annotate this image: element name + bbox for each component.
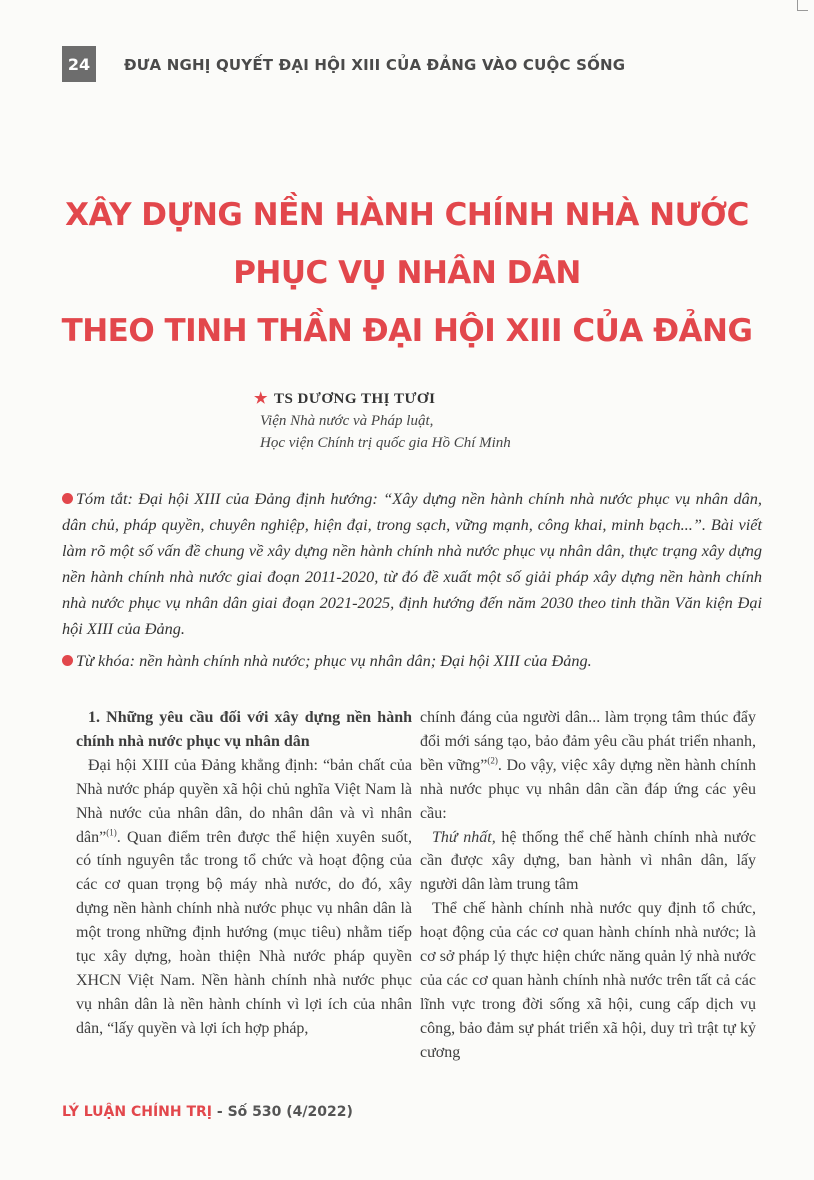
body-paragraph: [76, 754, 412, 1041]
body-paragraph: [420, 826, 756, 898]
emphasis-label: Thứ nhất,: [432, 828, 496, 846]
title-line-3: THEO TINH THẦN ĐẠI HỘI XIII CỦA ĐẢNG: [61, 313, 753, 349]
title-line-1: XÂY DỰNG NỀN HÀNH CHÍNH NHÀ NƯỚC: [65, 197, 749, 233]
abstract-paragraph: [62, 486, 762, 642]
title-line-2: PHỤC VỤ NHÂN DÂN: [233, 255, 581, 291]
footnote-ref: (1): [106, 827, 117, 838]
body-text: Đại hội XIII của Đảng khẳng định: “bản chất của Nhà nước pháp quyền xã hội chủ nghĩa Việt Nam là Nhà nước của nhân dân, do nhân dân và vì nhân dân”: [76, 756, 412, 846]
journal-name: LÝ LUẬN CHÍNH TRỊ: [62, 1104, 213, 1120]
author-name-line: [254, 388, 754, 410]
body-column-left: [76, 706, 412, 1041]
bullet-dot-icon: [62, 655, 73, 666]
running-head: ĐƯA NGHỊ QUYẾT ĐẠI HỘI XIII CỦA ĐẢNG VÀO CUỘC SỐNG: [124, 56, 626, 74]
section-heading: 1. Những yêu cầu đối với xây dựng nền hành chính nhà nước phục vụ nhân dân: [76, 709, 412, 750]
abstract-label: Tóm tắt:: [76, 489, 133, 508]
issue-number: - Số 530 (4/2022): [212, 1104, 353, 1120]
author-name: TS DƯƠNG THỊ TƯƠI: [273, 391, 436, 407]
keywords-text: nền hành chính nhà nước; phục vụ nhân dân; Đại hội XIII của Đảng.: [139, 651, 592, 670]
body-text: hệ thống thể chế hành chính nhà nước cần được xây dựng, ban hành vì nhân dân, lấy người dân làm trung tâm: [420, 828, 756, 894]
page-number: 24: [62, 46, 96, 82]
body-text: . Quan điểm trên được thể hiện xuyên suốt, có tính nguyên tắc trong tổ chức và hoạt động của các cơ quan trọng bộ máy nhà nước, do đó, xây dựng nền hành chính nhà nước phục vụ nhân dân là một trong những định hướng (mục tiêu) nhằm tiếp tục xây dựng, hoàn thiện Nhà nước pháp quyền XHCN Việt Nam. Nền hành chính nhà nước phục vụ nhân dân là nền hành chính vì lợi ích của nhân dân, “lấy quyền và lợi ích hợp pháp,: [76, 828, 412, 1037]
keywords-label: Từ khóa:: [76, 651, 136, 670]
abstract: [62, 486, 762, 680]
body-paragraph: Thể chế hành chính nhà nước quy định tổ chức, hoạt động của các cơ quan hành chính nhà nước; là cơ sở pháp lý thực hiện chức năng quản lý nhà nước của các cơ quan hành chính nhà nước trên tất cả các lĩnh vực trong đời sống xã hội, cung cấp dịch vụ công, bảo đảm sự phát triển xã hội, duy trì trật tự kỷ cương: [420, 900, 756, 1061]
keywords-paragraph: [62, 648, 762, 674]
author-block: [254, 388, 754, 454]
footnote-ref: (2): [487, 755, 498, 766]
star-icon: ★: [254, 391, 268, 407]
abstract-text: Đại hội XIII của Đảng định hướng: “Xây dựng nền hành chính nhà nước phục vụ nhân dân, dân chủ, pháp quyền, chuyên nghiệp, hiện đại, trong sạch, vững mạnh, công khai, minh bạch...”. Bài viết làm rõ một số vấn đề chung về xây dựng nền hành chính nhà nước phục vụ nhân dân, thực trạng xây dựng nền hành chính nhà nước giai đoạn 2011-2020, từ đó đề xuất một số giải pháp xây dựng nền hành chính nhà nước phục vụ nhân dân giai đoạn 2021-2025, định hướng đến năm 2030 theo tinh thần Văn kiện Đại hội XIII của Đảng.: [62, 489, 762, 638]
author-affiliation-1: Viện Nhà nước và Pháp luật,: [260, 413, 434, 429]
author-affiliation-2: Học viện Chính trị quốc gia Hồ Chí Minh: [260, 435, 511, 451]
crop-mark: [797, 0, 808, 11]
bullet-dot-icon: [62, 493, 73, 504]
body-column-right: [420, 706, 756, 1065]
body-paragraph: [420, 706, 756, 826]
article-title: [40, 186, 774, 360]
body-text: chính đáng của người dân... làm trọng tâm thúc đẩy đổi mới sáng tạo, bảo đảm yêu cầu phát triển nhanh, bền vững”: [420, 709, 756, 774]
page-footer: [62, 1104, 353, 1120]
page-header: [62, 46, 782, 82]
body-text: . Do vậy, việc xây dựng nền hành chính nhà nước phục vụ nhân dân cần đáp ứng các yêu cầu:: [420, 756, 757, 822]
